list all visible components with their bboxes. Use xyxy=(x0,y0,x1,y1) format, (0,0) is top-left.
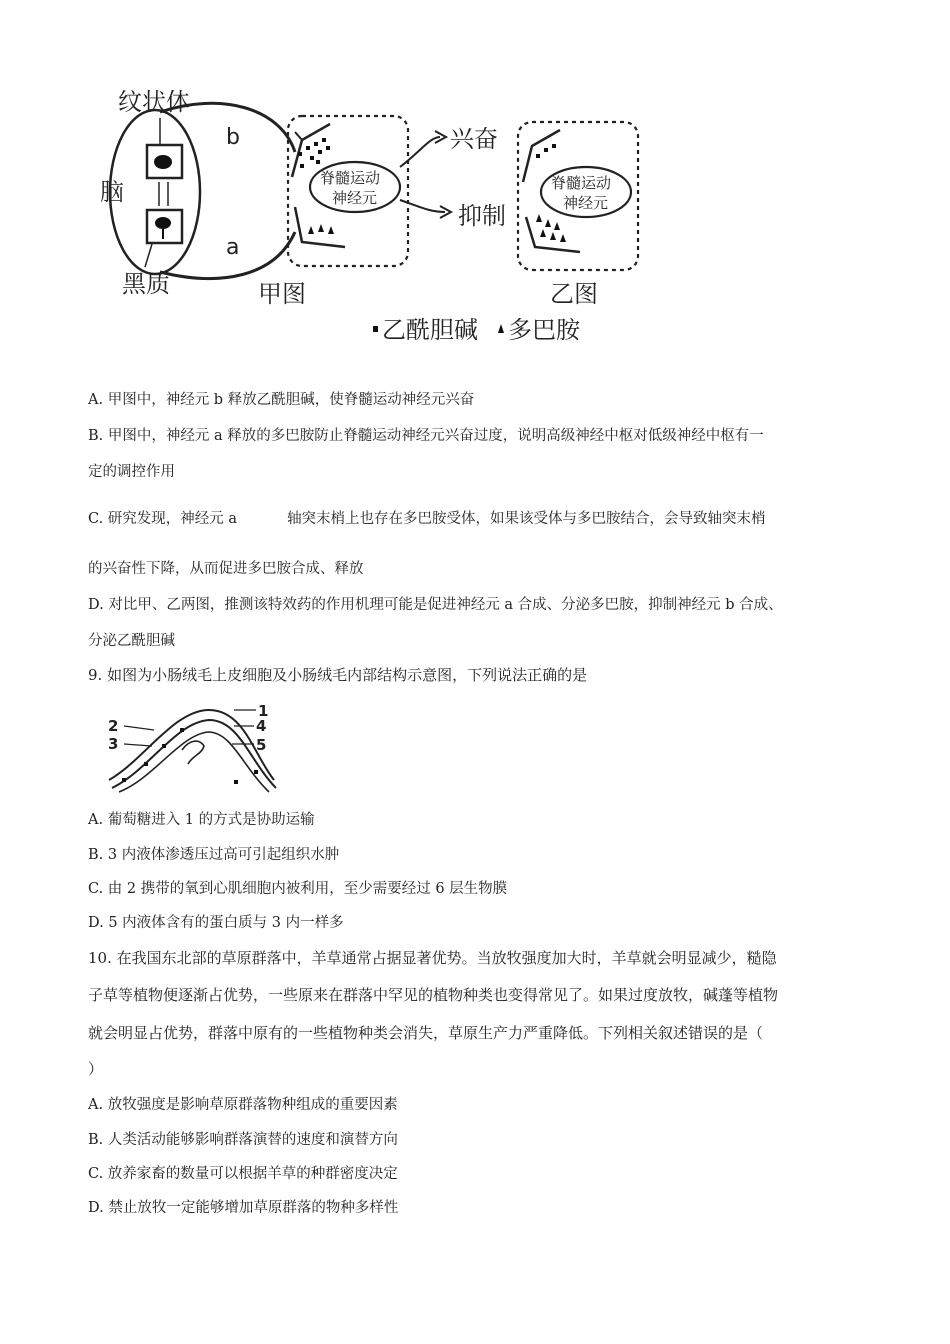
legend-da-marker xyxy=(498,324,504,333)
q10-option-b: B. 人类活动能够影响群落演替的速度和演替方向 xyxy=(88,1132,398,1148)
motor-neuron-yi-line2: 神经元 xyxy=(563,194,609,212)
q8-option-c-line1 xyxy=(88,509,766,529)
villus-label-5: 5 xyxy=(256,736,267,754)
neuron-b-label: b xyxy=(226,125,240,150)
ach-dots-yi xyxy=(536,144,556,158)
neural-circuit-figure xyxy=(90,82,650,352)
q8-option-d-line1: D. 对比甲、乙两图，推测该特效药的作用机理可能是促进神经元 a 合成、分泌多巴胺，抑制神经元 b 合成、 xyxy=(88,597,783,613)
q9-option-d: D. 5 内液体含有的蛋白质与 3 内一样多 xyxy=(88,915,344,931)
excite-label: 兴奋 xyxy=(450,125,498,153)
q8-option-c-part2: 轴突末梢上也存在多巴胺受体，如果该受体与多巴胺结合，会导致轴突末梢 xyxy=(287,511,766,527)
q10-stem-line4: ） xyxy=(88,1060,104,1078)
q10-option-d: D. 禁止放牧一定能够增加草原群落的物种多样性 xyxy=(88,1200,399,1216)
q9-option-c: C. 由 2 携带的氧到心肌细胞内被利用，至少需要经过 6 层生物膜 xyxy=(88,881,508,897)
caption-yi: 乙图 xyxy=(550,280,598,308)
q8-option-a: A. 甲图中，神经元 b 释放乙酰胆碱，使脊髓运动神经元兴奋 xyxy=(88,392,475,408)
q10-option-c: C. 放养家畜的数量可以根据羊草的种群密度决定 xyxy=(88,1166,398,1182)
q9-option-a: A. 葡萄糖进入 1 的方式是协助运输 xyxy=(88,812,315,828)
legend-ach-marker xyxy=(373,326,378,332)
q8-option-b-line2: 定的调控作用 xyxy=(88,464,175,480)
villus-label-2: 2 xyxy=(108,717,119,735)
q8-option-c-line2: 的兴奋性下降，从而促进多巴胺合成、释放 xyxy=(88,561,364,577)
legend-ach-label: 乙酰胆碱 xyxy=(382,316,478,344)
striatum-cell xyxy=(154,155,172,169)
q10-stem-line3: 就会明显占优势，群落中原有的一些植物种类会消失，草原生产力严重降低。下列相关叙述错误的是（ xyxy=(88,1024,764,1042)
excite-arrow xyxy=(400,137,440,167)
villus-svg xyxy=(104,700,284,798)
neuron-a-label: a xyxy=(226,235,240,260)
q8-option-c-part1: C. 研究发现，神经元 a xyxy=(88,511,238,527)
q8-option-d-line2: 分泌乙酰胆碱 xyxy=(88,633,175,649)
caption-jia: 甲图 xyxy=(258,280,306,308)
intestinal-villus-figure xyxy=(104,700,284,798)
q10-option-a: A. 放牧强度是影响草原群落物种组成的重要因素 xyxy=(88,1097,398,1113)
dopamine-marks-jia xyxy=(308,224,334,234)
motor-neuron-jia-line2: 神经元 xyxy=(332,189,378,207)
neural-circuit-svg xyxy=(90,82,650,352)
nigra-cell xyxy=(155,217,171,229)
inhibit-label: 抑制 xyxy=(458,202,506,230)
q9-stem: 9. 如图为小肠绒毛上皮细胞及小肠绒毛内部结构示意图，下列说法正确的是 xyxy=(88,666,588,684)
q10-stem-line2: 子草等植物便逐渐占优势，一些原来在群落中罕见的植物种类也变得常见了。如果过度放牧，碱蓬等植物 xyxy=(88,986,779,1004)
villus-label-4: 4 xyxy=(256,717,267,735)
villus-label-1: 1 xyxy=(258,702,269,720)
ach-dots-jia xyxy=(298,138,330,168)
q9-option-b: B. 3 内液体渗透压过高可引起组织水肿 xyxy=(88,847,340,863)
villus-label-3: 3 xyxy=(108,735,119,753)
q10-stem-line1: 10. 在我国东北部的草原群落中，羊草通常占据显著优势。当放牧强度加大时，羊草就会明显减少，糙隐 xyxy=(88,949,777,967)
inhibit-arrow xyxy=(400,200,445,212)
striatum-label: 纹状体 xyxy=(118,88,190,116)
brain-label: 脑 xyxy=(100,178,124,206)
q8-option-b-line1: B. 甲图中，神经元 a 释放的多巴胺防止脊髓运动神经元兴奋过度，说明高级神经中枢对低级神经中枢有一 xyxy=(88,428,764,444)
motor-neuron-yi-line1: 脊髓运动 xyxy=(551,174,612,192)
motor-neuron-jia-line1: 脊髓运动 xyxy=(320,169,381,187)
legend-da-label: 多巴胺 xyxy=(508,316,580,344)
substantia-nigra-label: 黑质 xyxy=(122,270,170,298)
dopamine-marks-yi xyxy=(536,214,566,242)
